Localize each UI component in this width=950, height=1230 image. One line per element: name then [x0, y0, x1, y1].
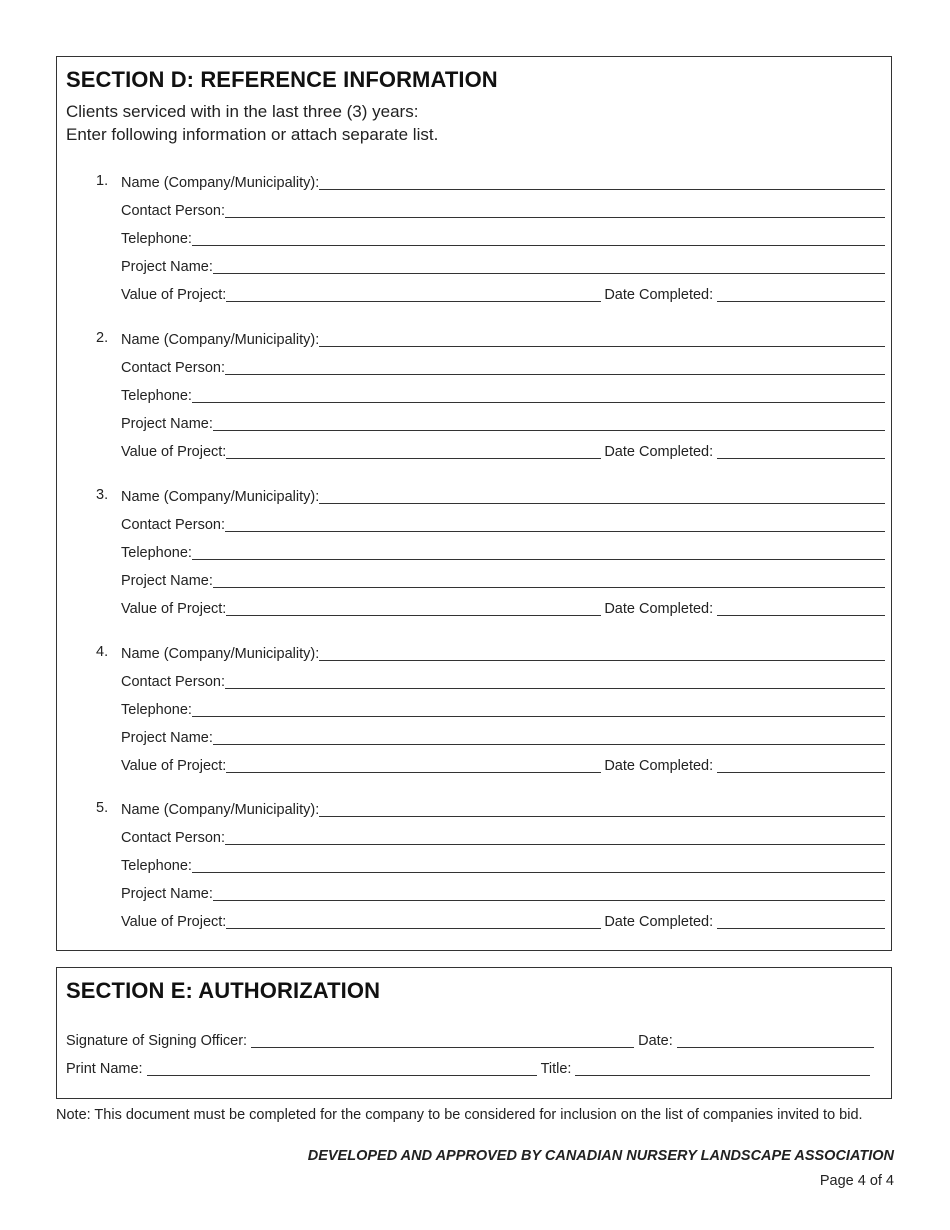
- auth-date-field[interactable]: [677, 1047, 874, 1048]
- project-name-label: Project Name:: [121, 416, 213, 432]
- value-of-project-field[interactable]: [226, 928, 601, 929]
- date-completed-label: Date Completed:: [604, 601, 714, 617]
- contact-label: Contact Person:: [121, 360, 225, 376]
- project-name-row: [121, 570, 885, 590]
- date-completed-label: Date Completed:: [604, 444, 714, 460]
- date-completed-field[interactable]: [717, 615, 885, 616]
- telephone-field[interactable]: [192, 402, 885, 403]
- contact-row: [121, 514, 885, 534]
- value-label: Value of Project:: [121, 601, 227, 617]
- value-date-row: [121, 598, 885, 618]
- project-name-label: Project Name:: [121, 573, 213, 589]
- section-d-intro-line-1: Clients serviced with in the last three (3) years:: [66, 102, 419, 121]
- telephone-row: [121, 542, 885, 562]
- contact-person-field[interactable]: [225, 531, 885, 532]
- section-d-title: SECTION D: REFERENCE INFORMATION: [66, 67, 498, 92]
- project-name-label: Project Name:: [121, 259, 213, 275]
- value-date-row: [121, 441, 885, 461]
- print-name-label: Print Name:: [66, 1061, 143, 1077]
- project-name-label: Project Name:: [121, 886, 213, 902]
- project-name-field[interactable]: [213, 900, 885, 901]
- reference-number: 5.: [96, 800, 109, 816]
- telephone-row: [121, 385, 885, 405]
- date-completed-field[interactable]: [717, 928, 885, 929]
- section-e-title: SECTION E: AUTHORIZATION: [66, 978, 381, 1003]
- print-name-field[interactable]: [147, 1075, 537, 1076]
- name-label: Name (Company/Municipality):: [121, 489, 320, 505]
- contact-label: Contact Person:: [121, 674, 225, 690]
- name-row: [121, 172, 885, 192]
- contact-label: Contact Person:: [121, 830, 225, 846]
- project-name-label: Project Name:: [121, 730, 213, 746]
- project-name-field[interactable]: [213, 273, 885, 274]
- contact-row: [121, 827, 885, 847]
- telephone-label: Telephone:: [121, 858, 192, 874]
- telephone-label: Telephone:: [121, 702, 192, 718]
- value-label: Value of Project:: [121, 444, 227, 460]
- auth-date-label: Date:: [638, 1033, 673, 1049]
- date-completed-field[interactable]: [717, 772, 885, 773]
- value-of-project-field[interactable]: [226, 301, 601, 302]
- value-date-row: [121, 284, 885, 304]
- value-label: Value of Project:: [121, 758, 227, 774]
- telephone-label: Telephone:: [121, 231, 192, 247]
- print-name-row: [66, 1058, 870, 1078]
- contact-person-field[interactable]: [225, 844, 885, 845]
- value-of-project-field[interactable]: [226, 458, 601, 459]
- telephone-field[interactable]: [192, 872, 885, 873]
- title-label: Title:: [540, 1061, 572, 1077]
- reference-number: 1.: [96, 173, 109, 189]
- contact-row: [121, 357, 885, 377]
- contact-label: Contact Person:: [121, 203, 225, 219]
- name-label: Name (Company/Municipality):: [121, 332, 320, 348]
- date-completed-label: Date Completed:: [604, 287, 714, 303]
- title-field[interactable]: [575, 1075, 870, 1076]
- value-label: Value of Project:: [121, 914, 227, 930]
- page-number: Page 4 of 4: [819, 1173, 894, 1189]
- section-d-reference-information: [56, 56, 892, 951]
- contact-person-field[interactable]: [225, 374, 885, 375]
- name-label: Name (Company/Municipality):: [121, 175, 320, 191]
- name-field[interactable]: [319, 660, 885, 661]
- date-completed-field[interactable]: [717, 301, 885, 302]
- name-row: [121, 329, 885, 349]
- signature-row: [66, 1030, 874, 1050]
- reference-number: 2.: [96, 330, 109, 346]
- completion-note: Note: This document must be completed for the company to be considered for inclusion on the list of companies invited to bid.: [56, 1107, 863, 1123]
- reference-number: 3.: [96, 487, 109, 503]
- name-field[interactable]: [319, 503, 885, 504]
- project-name-field[interactable]: [213, 744, 885, 745]
- signature-field[interactable]: [251, 1047, 634, 1048]
- name-row: [121, 486, 885, 506]
- project-name-row: [121, 256, 885, 276]
- telephone-field[interactable]: [192, 716, 885, 717]
- project-name-row: [121, 727, 885, 747]
- contact-person-field[interactable]: [225, 217, 885, 218]
- section-d-intro-line-2: Enter following information or attach separate list.: [66, 125, 439, 144]
- value-date-row: [121, 755, 885, 775]
- project-name-field[interactable]: [213, 587, 885, 588]
- date-completed-field[interactable]: [717, 458, 885, 459]
- telephone-field[interactable]: [192, 245, 885, 246]
- name-field[interactable]: [319, 189, 885, 190]
- name-row: [121, 643, 885, 663]
- contact-row: [121, 671, 885, 691]
- contact-person-field[interactable]: [225, 688, 885, 689]
- telephone-row: [121, 855, 885, 875]
- signature-label: Signature of Signing Officer:: [66, 1033, 248, 1049]
- value-date-row: [121, 911, 885, 931]
- project-name-row: [121, 413, 885, 433]
- date-completed-label: Date Completed:: [604, 914, 714, 930]
- value-of-project-field[interactable]: [226, 772, 601, 773]
- telephone-row: [121, 228, 885, 248]
- telephone-field[interactable]: [192, 559, 885, 560]
- value-label: Value of Project:: [121, 287, 227, 303]
- name-label: Name (Company/Municipality):: [121, 802, 320, 818]
- telephone-label: Telephone:: [121, 545, 192, 561]
- telephone-label: Telephone:: [121, 388, 192, 404]
- project-name-field[interactable]: [213, 430, 885, 431]
- name-row: [121, 799, 885, 819]
- developed-by: DEVELOPED AND APPROVED BY CANADIAN NURSERY LANDSCAPE ASSOCIATION: [307, 1148, 894, 1164]
- contact-label: Contact Person:: [121, 517, 225, 533]
- section-e-authorization: [56, 967, 892, 1099]
- value-of-project-field[interactable]: [226, 615, 601, 616]
- name-label: Name (Company/Municipality):: [121, 646, 320, 662]
- contact-row: [121, 200, 885, 220]
- reference-number: 4.: [96, 644, 109, 660]
- date-completed-label: Date Completed:: [604, 758, 714, 774]
- name-field[interactable]: [319, 816, 885, 817]
- project-name-row: [121, 883, 885, 903]
- name-field[interactable]: [319, 346, 885, 347]
- telephone-row: [121, 699, 885, 719]
